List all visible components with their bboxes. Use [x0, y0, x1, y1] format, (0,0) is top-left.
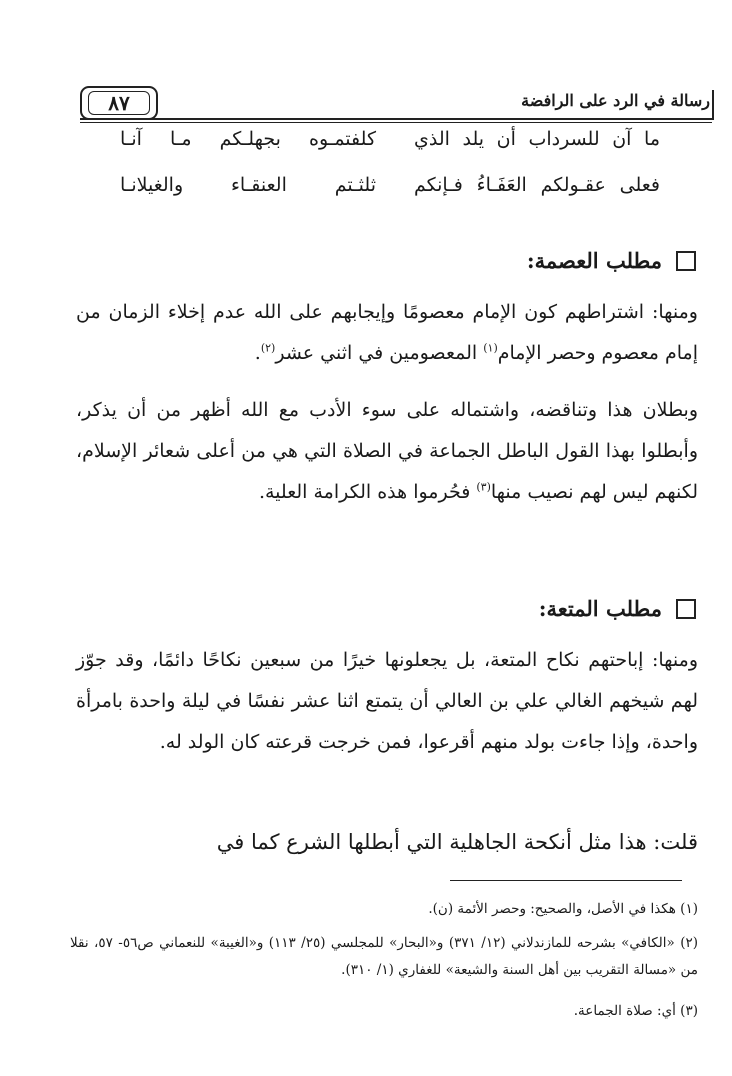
- page-number: ٨٧: [108, 91, 130, 115]
- verse-first-hemistich: فعلى عقـولكم العَفَـاءُ فـإنكم: [414, 174, 660, 196]
- footnote-separator: [450, 880, 682, 881]
- footnote: (٣) أي: صلاة الجماعة.: [573, 1003, 698, 1019]
- poem-verse: [120, 128, 660, 174]
- running-title: رسالة في الرد على الرافضة: [521, 91, 710, 110]
- paragraph: [76, 390, 698, 513]
- footnote-ref: (١): [483, 341, 498, 355]
- page-number-box: [80, 86, 158, 120]
- square-bullet-icon: [676, 599, 696, 619]
- paragraph-text: وبطلان هذا وتناقضه، واشتماله على سوء الأدب مع الله أظهر من أن يذكر، وأبطلوا بهذا القول الباطل الجماعة في الصلاة التي هي من أعلى شعائر الإسلام، لكنهم ليس لهم نصيب منها: [76, 399, 698, 503]
- paragraph-text: فحُرموا هذه الكرامة العلية.: [258, 481, 477, 503]
- section-heading-mutah: [539, 596, 696, 621]
- square-bullet-icon: [676, 251, 696, 271]
- poem-verse: [120, 174, 660, 220]
- footnote-ref: (٢): [260, 341, 276, 355]
- running-header: [80, 84, 712, 122]
- footnote: (٢) «الكافي» بشرحه للمازندلاني (١٢/ ٣٧١) و«البحار» للمجلسي (٢٥/ ١١٣) و«الغيبة» للنعماني ص٥٦- ٥٧، نقلا من «مسالة التقريب بين أهل السنة والشيعة» للغفاري (١/ ٣١٠).: [70, 935, 699, 978]
- header-rule-thin: [80, 122, 712, 123]
- footnote-ref: (٣): [476, 480, 491, 494]
- section-heading-text: مطلب العصمة:: [526, 248, 662, 273]
- verse-second-hemistich: ثلثـتم العنقـاء والغيلانـا: [120, 174, 376, 196]
- footnote: (١) هكذا في الأصل، والصحيح: وحصر الأئمة (ن).: [428, 901, 698, 917]
- poem: [120, 128, 660, 220]
- section-heading-infallibility: [527, 248, 696, 273]
- header-end-bar: [712, 90, 714, 120]
- verse-first-hemistich: ما آن للسرداب أن يلد الذي: [414, 128, 660, 150]
- paragraph: قلت: هذا مثل أنكحة الجاهلية التي أبطلها الشرع كما في: [216, 830, 698, 854]
- paragraph: [76, 292, 698, 374]
- paragraph-text: .: [254, 342, 261, 364]
- paragraph-text: ومنها: اشتراطهم كون الإمام معصومًا وإيجابهم على الله عدم إخلاء الزمان من إمام معصوم وحصر الإمام: [76, 301, 698, 364]
- paragraph: ومنها: إباحتهم نكاح المتعة، بل يجعلونها خيرًا من سبعين نكاحًا دائمًا، وقد جوّز لهم شيخهم الغالي علي بن العالي أن يتمتع اثنا عشر نفسًا في ليلة واحدة بامرأة واحدة، وإذا جاءت بولد منهم أقرعوا، فمن خرجت قرعته كان الولد له.: [76, 649, 698, 753]
- section-heading-text: مطلب المتعة:: [538, 596, 662, 621]
- paragraph-text: المعصومين في اثني عشر: [275, 342, 484, 364]
- header-rule: [80, 118, 712, 120]
- verse-second-hemistich: كلفتمـوه بجهلـكم مـا آنـا: [120, 128, 376, 150]
